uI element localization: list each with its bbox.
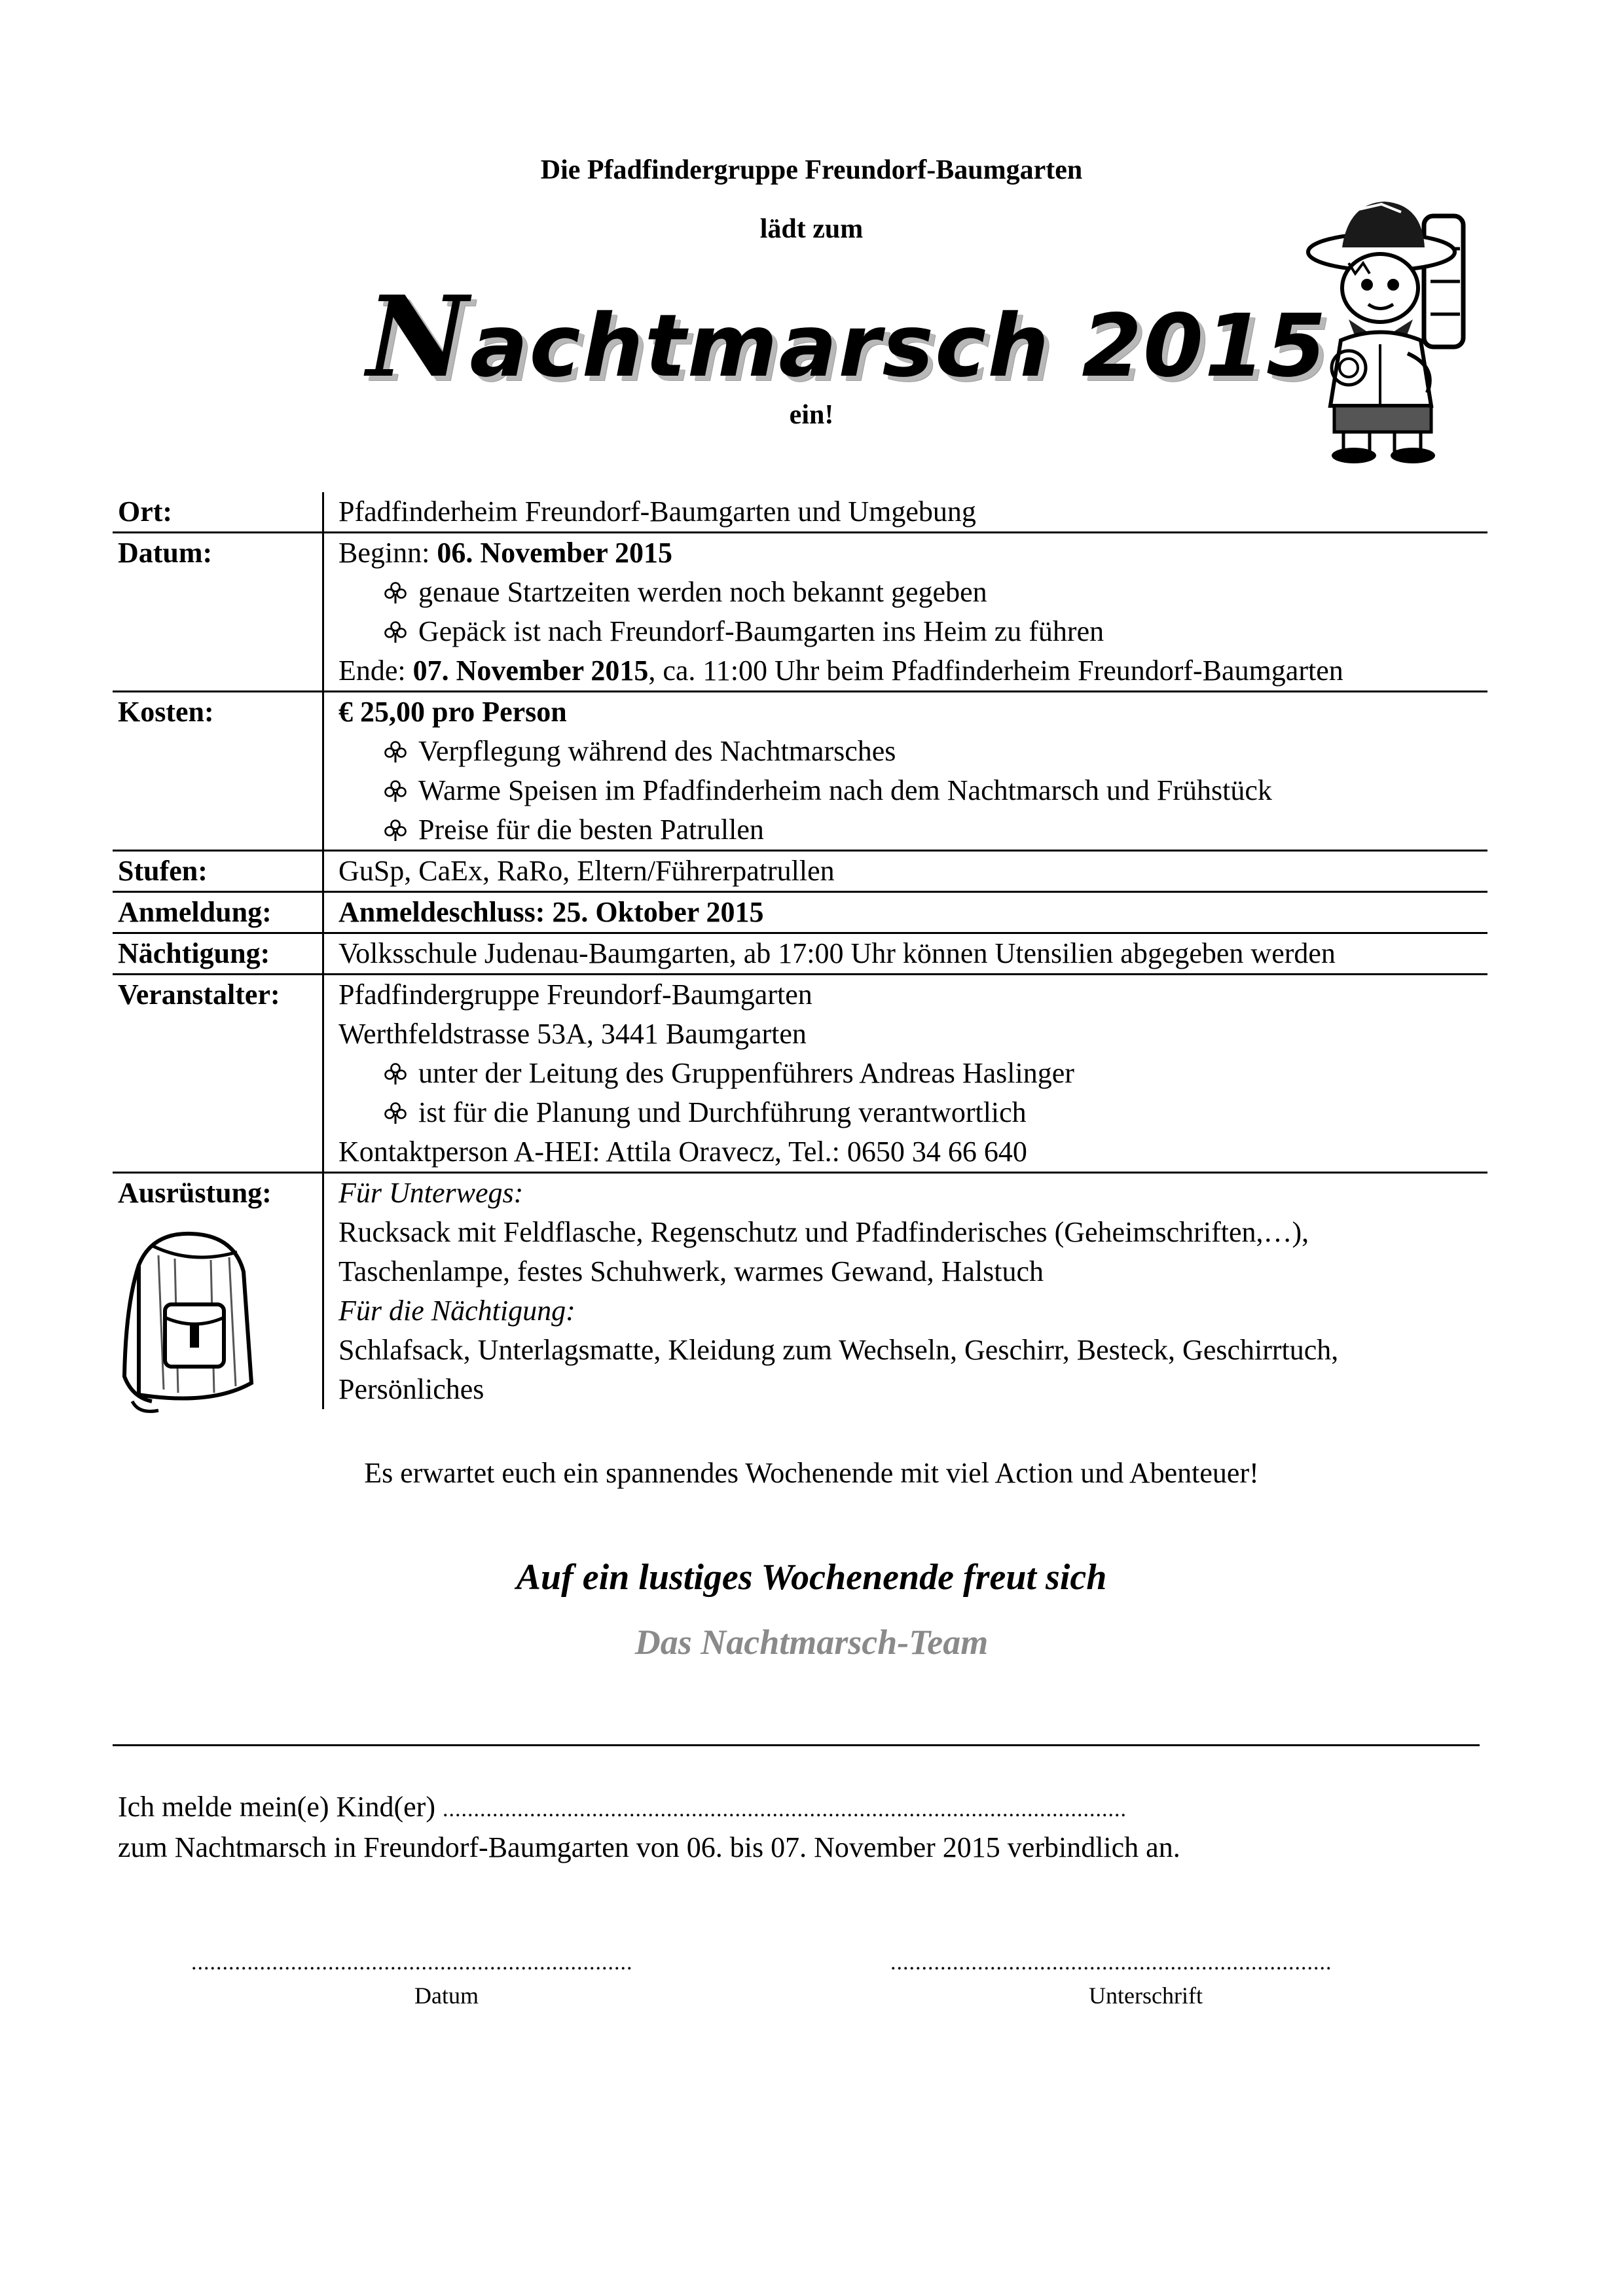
equipment-overnight-heading: Für die Nächtigung: (338, 1295, 575, 1327)
team-signature: Das Nachtmarsch-Team (634, 1623, 989, 1662)
row-costs (113, 692, 1487, 852)
registration-deadline: Anmeldeschluss: 25. Oktober 2015 (338, 896, 764, 928)
organizer-name: Pfadfindergruppe Freundorf-Baumgarten (338, 978, 812, 1011)
begin-date: 06. November 2015 (437, 537, 673, 569)
signature-label: Unterschrift (1089, 1982, 1203, 2009)
closing-text: Es erwartet euch ein spannendes Wochenende mit viel Action und Abenteuer! (364, 1457, 1259, 1489)
row-levels (113, 852, 1487, 893)
equipment-overnight-line: Persönliches (338, 1373, 484, 1405)
clover-icon (384, 741, 407, 763)
overnight-value: Volksschule Judenau-Baumgarten, ab 17:00 Uhr können Utensilien abgegeben werden (338, 937, 1336, 969)
organizer-address: Werthfeldstrasse 53A, 3441 Baumgarten (338, 1018, 807, 1050)
overnight-label: Nächtigung: (118, 937, 270, 969)
date-label: Datum (414, 1982, 479, 2009)
clover-icon (384, 1102, 407, 1124)
row-equipment (113, 1174, 1487, 1409)
title-initial: N (367, 272, 470, 403)
date-field[interactable]: ....................................................................... (191, 1950, 633, 1975)
registration-line-1: Ich melde mein(e) Kind(er) .............................................................................................................. (118, 1791, 1127, 1823)
invite-line: lädt zum (759, 214, 864, 244)
clover-icon (384, 1063, 407, 1085)
equipment-travel-heading: Für Unterwegs: (338, 1177, 524, 1209)
backpack-illustration (113, 1226, 263, 1416)
organizer-line: Die Pfadfindergruppe Freundorf-Baumgarten (540, 155, 1083, 185)
location-label: Ort: (118, 495, 173, 528)
costs-bullet: Preise für die besten Patrullen (338, 810, 1487, 850)
row-organizer (113, 975, 1487, 1174)
cut-line (113, 1744, 1480, 1746)
registration-line-2: zum Nachtmarsch in Freundorf-Baumgarten von 06. bis 07. November 2015 verbindlich an. (118, 1831, 1180, 1863)
row-date (113, 533, 1487, 692)
date-bullet: Gepäck ist nach Freundorf-Baumgarten ins Heim zu führen (338, 612, 1487, 651)
end-date: 07. November 2015 (412, 655, 649, 687)
organizer-bullet: ist für die Planung und Durchführung verantwortlich (338, 1093, 1487, 1132)
row-registration (113, 893, 1487, 934)
levels-label: Stufen: (118, 855, 208, 887)
greeting-text: Auf ein lustiges Wochenende freut sich (516, 1557, 1107, 1598)
row-overnight (113, 934, 1487, 975)
clover-icon (384, 819, 407, 842)
event-title (367, 272, 1328, 403)
location-value: Pfadfinderheim Freundorf-Baumgarten und Umgebung (338, 495, 976, 528)
equipment-label: Ausrüstung: (118, 1177, 272, 1209)
equipment-overnight-line: Schlafsack, Unterlagsmatte, Kleidung zum Wechseln, Geschirr, Besteck, Geschirrtuch, (338, 1334, 1339, 1366)
costs-bullet: Warme Speisen im Pfadfinderheim nach dem Nachtmarsch und Frühstück (338, 771, 1487, 810)
scout-illustration (1303, 190, 1499, 465)
end-line: Ende: 07. November 2015, ca. 11:00 Uhr beim Pfadfinderheim Freundorf-Baumgarten (338, 655, 1343, 687)
info-table (113, 492, 1487, 1409)
title-rest: achtmarsch 2015 (469, 296, 1328, 397)
costs-label: Kosten: (118, 696, 214, 728)
date-bullet: genaue Startzeiten werden noch bekannt gegeben (338, 573, 1487, 612)
clover-icon (384, 582, 407, 604)
contact-person: Kontaktperson A-HEI: Attila Oravecz, Tel.: 0650 34 66 640 (338, 1136, 1027, 1168)
organizer-bullet: unter der Leitung des Gruppenführers Andreas Haslinger (338, 1054, 1487, 1093)
organizer-label: Veranstalter: (118, 978, 280, 1011)
equipment-travel-line: Taschenlampe, festes Schuhwerk, warmes Gewand, Halstuch (338, 1255, 1044, 1287)
costs-bullet: Verpflegung während des Nachtmarsches (338, 732, 1487, 771)
date-label: Datum: (118, 537, 213, 569)
clover-icon (384, 621, 407, 643)
row-location (113, 492, 1487, 533)
price: € 25,00 pro Person (338, 696, 567, 728)
signature-field[interactable]: ....................................................................... (890, 1950, 1332, 1975)
levels-value: GuSp, CaEx, RaRo, Eltern/Führerpatrullen (338, 855, 835, 887)
equipment-travel-line: Rucksack mit Feldflasche, Regenschutz und Pfadfinderisches (Geheimschriften,…), (338, 1216, 1309, 1248)
invite-end-line: ein! (789, 400, 834, 430)
child-name-field[interactable]: .............................................................................................................. (443, 1797, 1127, 1821)
clover-icon (384, 780, 407, 802)
registration-label: Anmeldung: (118, 896, 272, 928)
begin-line: Beginn: 06. November 2015 (338, 537, 673, 569)
